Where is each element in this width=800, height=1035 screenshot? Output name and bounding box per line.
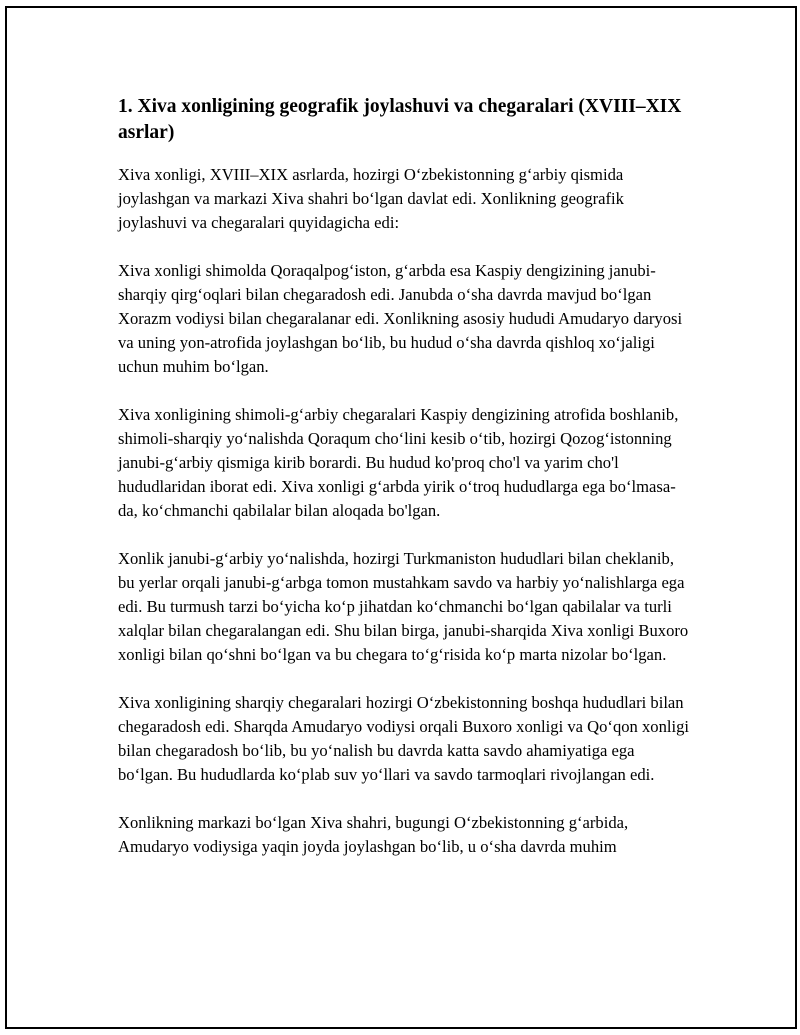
paragraph-6: Xonlikning markazi bo‘lgan Xiva shahri, bugungi O‘zbekistonning g‘arbida, Amudaryo vodiysiga yaqin joyda joylashgan bo‘lib, u o‘sha davrda muhim bbox=[118, 813, 629, 856]
paragraph-1: Xiva xonligi, XVIII–XIX asrlarda, hozirgi O‘zbekistonning g‘arbiy qismida joylashgan va markazi Xiva shahri bo‘lgan davlat edi. Xonlikning geografik joylashuvi va chegaralari quyidagicha edi: bbox=[118, 165, 624, 232]
document-title: 1. Xiva xonligining geografik joylashuvi va chegaralari (XVIII–XIX asrlar) bbox=[118, 96, 682, 143]
document-body bbox=[118, 94, 693, 883]
paragraph-5: Xiva xonligining sharqiy chegaralari hozirgi O‘zbekistonning boshqa hududlari bilan chegaradosh edi. Sharqda Amudaryo vodiysi orqali Buxoro xonligi va Qo‘qon xonligi bilan chegaradosh bo‘lib, bu yo‘nalish bu davrda katta savdo ahamiyatiga ega bo‘lgan. Bu hududlarda ko‘plab suv yo‘llari va savdo tarmoqlari rivojlangan edi. bbox=[118, 693, 690, 784]
paragraph-3: Xiva xonligining shimoli-g‘arbiy chegaralari Kaspiy dengizining atrofida boshlanib, shimoli-sharqiy yo‘nalishda Qoraqum cho‘lini kesib o‘tib, hozirgi Qozog‘istonning janubi-g‘arbiy qismiga kirib borardi. Bu hudud ko'proq cho'l va yarim cho'l hududlaridan iborat edi. Xiva xonligi g‘arbda yirik o‘troq hududlarga ega bo‘lmasa-da, ko‘chmanchi qabilalar bilan aloqada bo'lgan. bbox=[118, 405, 679, 520]
paragraph-4: Xonlik janubi-g‘arbiy yo‘nalishda, hozirgi Turkmaniston hududlari bilan cheklanib, bu yerlar orqali janubi-g‘arbga tomon mustahkam savdo va harbiy yo‘nalishlarga ega edi. Bu turmush tarzi bo‘yicha ko‘p jihatdan ko‘chmanchi bo‘lgan qabilalar va turli xalqlar bilan chegaralangan edi. Shu bilan birga, janubi-sharqida Xiva xonligi Buxoro xonligi bilan qo‘shni bo‘lgan va bu chegara to‘g‘risida ko‘p marta nizolar bo‘lgan. bbox=[118, 549, 689, 664]
paragraph-2: Xiva xonligi shimolda Qoraqalpog‘iston, g‘arbda esa Kaspiy dengizining janubi-sharqiy qirg‘oqlari bilan chegaradosh edi. Janubda o‘sha davrda mavjud bo‘lgan Xorazm vodiysi bilan chegaralanar edi. Xonlikning asosiy hududi Amudaryo daryosi va uning yon-atrofida joylashgan bo‘lib, bu hudud o‘sha davrda qishloq xo‘jaligi uchun muhim bo‘lgan. bbox=[118, 261, 683, 376]
document-page bbox=[5, 6, 797, 1029]
